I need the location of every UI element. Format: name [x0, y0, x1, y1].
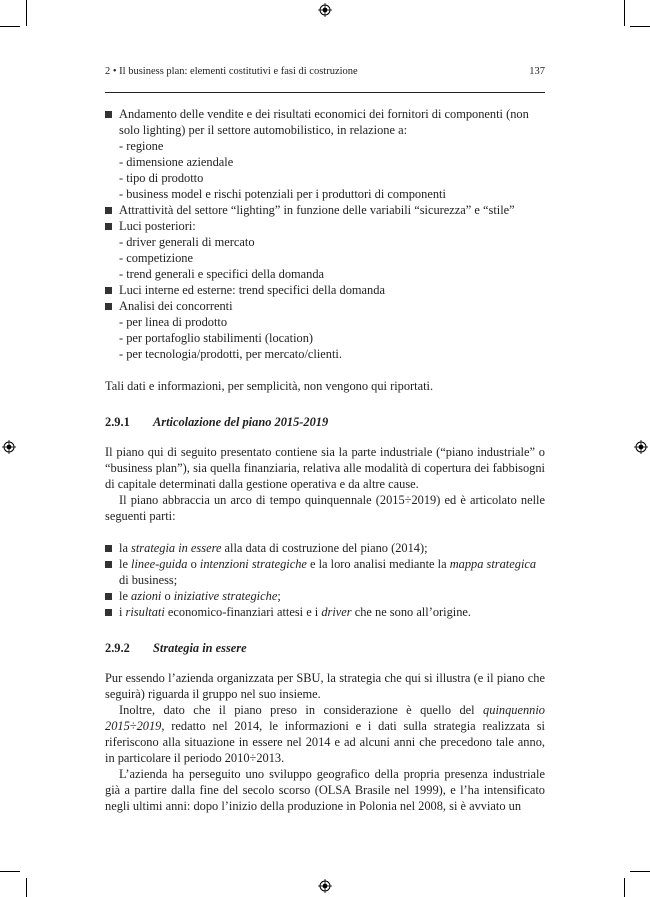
sub-item: - trend generali e specifici della domanda [119, 267, 325, 281]
sub-item: - per linea di prodotto [119, 315, 228, 329]
crop-mark-top-left-v [26, 0, 27, 26]
square-bullet-icon [105, 609, 112, 616]
square-bullet-icon [105, 111, 112, 118]
square-bullet-icon [105, 561, 112, 568]
crop-mark-bottom-left-h [0, 871, 20, 872]
sub-item: - tipo di prodotto [119, 171, 204, 185]
section-heading: 2.9.2 Strategia in essere [105, 641, 247, 655]
list-item: Analisi dei concorrenti [105, 298, 545, 314]
list-item: i risultati economico-finanziari attesi e i driver che ne sono all’origine. [105, 604, 545, 620]
analysis-list [105, 106, 545, 362]
sub-item: - driver generali di mercato [119, 235, 255, 249]
sub-item: - competizione [119, 251, 193, 265]
square-bullet-icon [105, 593, 112, 600]
page-body [105, 106, 545, 814]
crop-mark-bottom-right-h [630, 871, 650, 872]
sub-item: - per tecnologia/prodotti, per mercato/clienti. [119, 347, 342, 361]
crop-mark-top-right-v [624, 0, 625, 26]
paragraph: Pur essendo l’azienda organizzata per SBU, la strategia che qui si illustra (e il piano che seguirà) riguarda il gruppo nel suo insieme. [105, 671, 545, 701]
crop-mark-top-left-h [0, 26, 20, 27]
header-rule [105, 92, 545, 93]
square-bullet-icon [105, 287, 112, 294]
square-bullet-icon [105, 207, 112, 214]
registration-target-icon [634, 440, 648, 454]
square-bullet-icon [105, 303, 112, 310]
running-title: 2 • Il business plan: elementi costitutivi e fasi di costruzione [105, 66, 358, 77]
paragraph: Il piano abbraccia un arco di tempo quinquennale (2015÷2019) ed è articolato nelle seguenti parti: [105, 493, 545, 523]
paragraph: Tali dati e informazioni, per semplicità, non vengono qui riportati. [105, 379, 434, 393]
list-item: Luci interne ed esterne: trend specifici della domanda [105, 282, 545, 298]
sub-item: - per portafoglio stabilimenti (location) [119, 331, 314, 345]
list-item: la strategia in essere alla data di costruzione del piano (2014); [105, 540, 545, 556]
crop-mark-bottom-left-v [26, 878, 27, 897]
list-item: le linee-guida o intenzioni strategiche e la loro analisi mediante la mappa strategica di business; [105, 556, 545, 588]
square-bullet-icon [105, 223, 112, 230]
paragraph: Il piano qui di seguito presentato contiene sia la parte industriale (“piano industriale” o “business plan”), sia quella finanziaria, relativa alle modalità di copertura dei fabbisogni di capitale determinati dalla gestione operativa e da altre cause. [105, 445, 545, 491]
list-item: le azioni o iniziative strategiche; [105, 588, 545, 604]
sub-item: - dimensione aziendale [119, 155, 234, 169]
crop-mark-top-right-h [630, 26, 650, 27]
plan-parts-list [105, 540, 545, 620]
paragraph: Inoltre, dato che il piano preso in considerazione è quello del quinquennio 2015÷2019, redatto nel 2014, le informazioni e i dati sulla strategia realizzata si riferiscono alla situazione in essere nel 2014 e ad alcuni anni che precedono tale anno, in particolare il periodo 2010÷2013. [105, 703, 545, 765]
list-item: Andamento delle vendite e dei risultati economici dei fornitori di componenti (non solo lighting) per il settore automobilistico, in relazione a: [105, 106, 545, 138]
sub-item: - business model e rischi potenziali per i produttori di componenti [119, 187, 446, 201]
list-item: Attrattività del settore “lighting” in funzione delle variabili “sicurezza” e “stile” [105, 202, 545, 218]
section-heading: 2.9.1 Articolazione del piano 2015-2019 [105, 415, 329, 429]
crop-mark-bottom-right-v [624, 878, 625, 897]
registration-target-icon [318, 3, 332, 17]
registration-target-icon [2, 440, 16, 454]
registration-target-icon [318, 879, 332, 893]
page-number: 137 [529, 66, 545, 77]
list-item: Luci posteriori: [105, 218, 545, 234]
paragraph: L’azienda ha perseguito uno sviluppo geografico della propria presenza industriale già a partire dalla fine del secolo scorso (OLSA Brasile nel 1999), e l’ha intensificato negli ultimi anni: dopo l’inizio della produzione in Polonia nel 2008, si è avviato un [105, 767, 545, 813]
sub-item: - regione [119, 139, 164, 153]
square-bullet-icon [105, 545, 112, 552]
